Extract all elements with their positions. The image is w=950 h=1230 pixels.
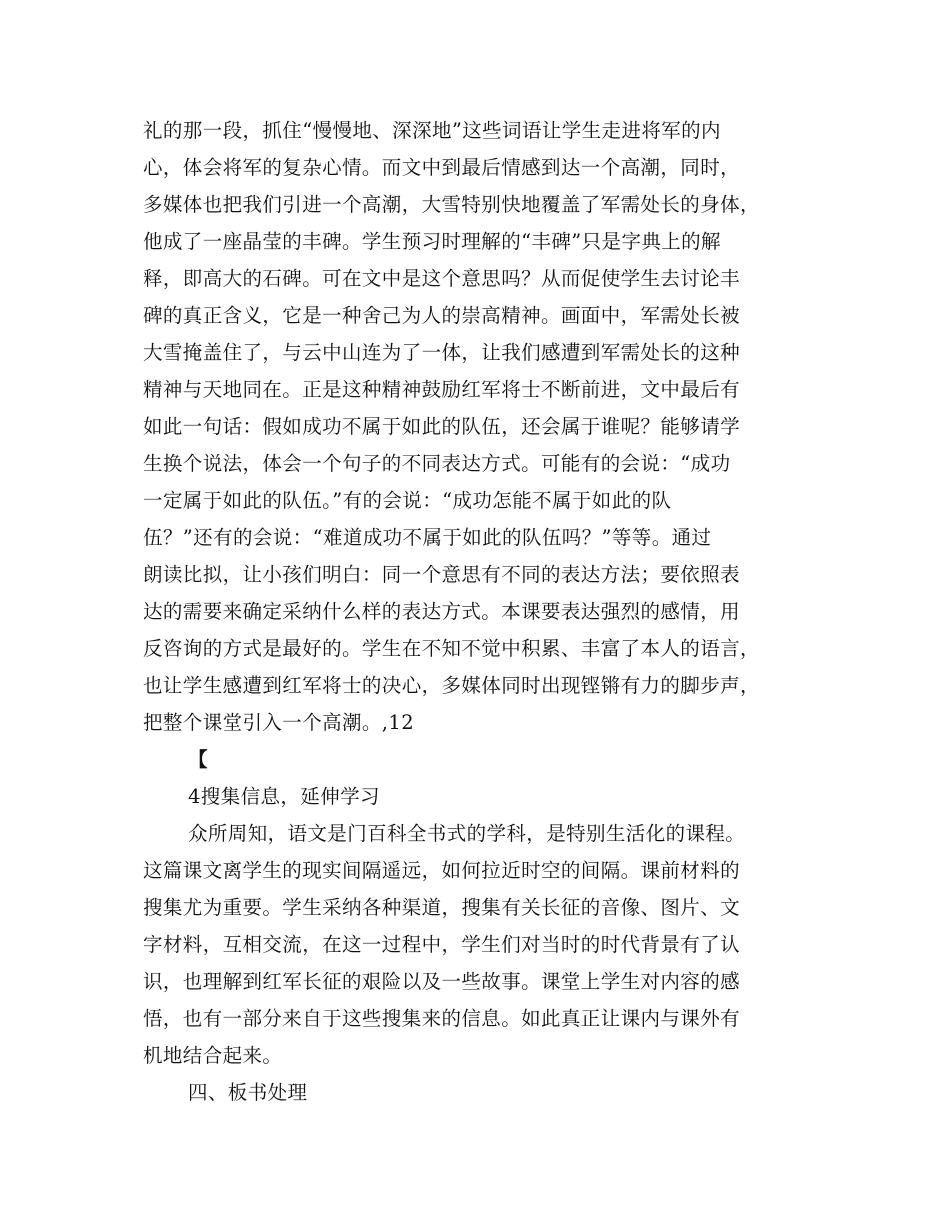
paragraph-2-line: 字材料，互相交流，在这一过程中，学生们对当时的时代背景有了认	[143, 933, 741, 956]
section-four-heading: 四、板书处理	[188, 1081, 308, 1104]
paragraph-1-line: 精神与天地同在。正是这种精神鼓励红军将士不断前进，文中最后有	[143, 378, 741, 401]
paragraph-1-line: 达的需要来确定采纳什么样的表达方式。本课要表达强烈的感情，用	[143, 600, 741, 623]
paragraph-2-line: 识，也理解到红军长征的艰险以及一些故事。课堂上学生对内容的感	[143, 970, 741, 993]
paragraph-2-line: 搜集尤为重要。学生采纳各种渠道，搜集有关长征的音像、图片、文	[143, 896, 741, 919]
paragraph-1-line: 生换个说法，体会一个句子的不同表达方式。可能有的会说：“成功	[143, 452, 731, 475]
paragraph-1-line: 也让学生感遭到红军将士的决心，多媒体同时出现铿锵有力的脚步声，	[143, 674, 760, 697]
paragraph-2-line: 这篇课文离学生的现实间隔遥远，如何拉近时空的间隔。课前材料的	[143, 859, 741, 882]
paragraph-1-line: 他成了一座晶莹的丰碑。学生预习时理解的“丰碑”只是字典上的解	[143, 230, 721, 253]
paragraph-1-line: 把整个课堂引入一个高潮。,12	[143, 711, 415, 734]
paragraph-1-line: 一定属于如此的队伍。”有的会说：“成功怎能不属于如此的队	[143, 489, 672, 512]
paragraph-2-line: 众所周知，语文是门百科全书式的学科，是特别生活化的课程。	[188, 822, 746, 845]
paragraph-1-line: 礼的那一段，抓住“慢慢地、深深地”这些词语让学生走进将军的内	[143, 119, 721, 142]
bracket-mark: 【	[188, 748, 208, 771]
paragraph-1-line: 大雪掩盖住了，与云中山连为了一体，让我们感遭到军需处长的这种	[143, 341, 741, 364]
paragraph-1-line: 碑的真正含义，它是一种舍己为人的崇高精神。画面中，军需处长被	[143, 304, 741, 327]
section-heading: 4搜集信息，延伸学习	[188, 785, 380, 808]
paragraph-1-line: 心，体会将军的复杂心情。而文中到最后情感到达一个高潮，同时，	[143, 156, 741, 179]
paragraph-2-line: 机地结合起来。	[143, 1044, 283, 1067]
paragraph-1-line: 伍？”还有的会说：“难道成功不属于如此的队伍吗？”等等。通过	[143, 526, 712, 549]
paragraph-1-line: 多媒体也把我们引进一个高潮，大雪特别快地覆盖了军需处长的身体，	[143, 193, 760, 216]
paragraph-1-line: 朗读比拟，让小孩们明白：同一个意思有不同的表达方法；要依照表	[143, 563, 741, 586]
paragraph-1-line: 反咨询的方式是最好的。学生在不知不觉中积累、丰富了本人的语言，	[143, 637, 760, 660]
paragraph-1-line: 释，即高大的石碑。可在文中是这个意思吗？从而促使学生去讨论丰	[143, 267, 741, 290]
paragraph-1-line: 如此一句话：假如成功不属于如此的队伍，还会属于谁呢？能够请学	[143, 415, 741, 438]
paragraph-2-line: 悟，也有一部分来自于这些搜集来的信息。如此真正让课内与课外有	[143, 1007, 741, 1030]
